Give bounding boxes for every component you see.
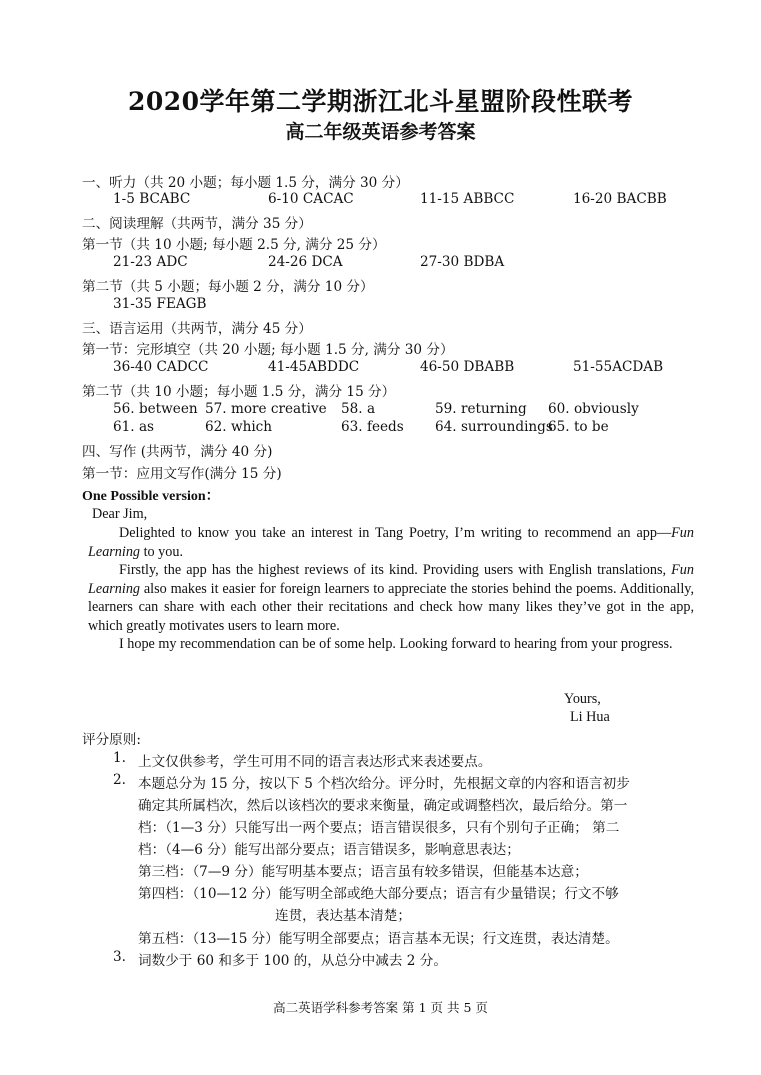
answer-group: 51-55ACDAB bbox=[573, 359, 664, 375]
rule-number: 3. bbox=[113, 949, 126, 965]
answer-group: 46-50 DBABB bbox=[420, 359, 515, 375]
scoring-header: 评分原则: bbox=[82, 732, 141, 748]
scoring-rule-2-line: 第五档：（13—15 分）能写明全部要点；语言基本无误；行文连贯，表达清楚。 bbox=[138, 931, 619, 947]
document-title: 2020学年第二学期浙江北斗星盟阶段性联考 bbox=[127, 87, 634, 116]
answer-group: 11-15 ABBCC bbox=[420, 191, 515, 207]
answer-group: 6-10 CACAC bbox=[268, 191, 354, 207]
page-footer: 高二英语学科参考答案 第 1 页 共 5 页 bbox=[273, 1000, 488, 1015]
app-name: Fun Learning bbox=[88, 525, 694, 560]
cloze-header: 第一节：完形填空（共 20 小题; 每小题 1.5 分, 满分 30 分） bbox=[82, 342, 454, 358]
grammar-answer: 64. surroundings bbox=[435, 419, 553, 435]
scoring-rule-2-line: 本题总分为 15 分，按以下 5 个档次给分。评分时，先根据文章的内容和语言初步 bbox=[138, 776, 630, 792]
grammar-answer: 59. returning bbox=[435, 401, 527, 417]
grammar-answer: 58. a bbox=[341, 401, 376, 417]
language-header: 三、语言运用（共两节，满分 45 分） bbox=[82, 321, 312, 337]
essay-paragraph-1: Delighted to know you take an interest in Tang Poetry, I’m writing to recommend an app—Fun Learning to you. bbox=[88, 525, 694, 560]
answer-group: 1-5 BCABC bbox=[113, 191, 191, 207]
grammar-answer: 56. between bbox=[113, 401, 198, 417]
scoring-rule-2-line: 第四档：（10—12 分）能写明全部或绝大部分要点；语言有少量错误；行文不够 bbox=[138, 886, 619, 902]
scoring-rule-2-line: 连贯，表达基本清楚； bbox=[275, 908, 411, 924]
reading-section2-header: 第二节（共 5 小题；每小题 2 分，满分 10 分） bbox=[82, 279, 374, 295]
listening-header: 一、听力（共 20 小题；每小题 1.5 分，满分 30 分） bbox=[82, 175, 409, 191]
document-subtitle: 高二年级英语参考答案 bbox=[285, 121, 476, 143]
essay-paragraph-3: I hope my recommendation can be of some help. Looking forward to hearing from your progress. bbox=[119, 636, 673, 652]
reading-section1-header: 第一节（共 10 小题; 每小题 2.5 分, 满分 25 分） bbox=[82, 237, 386, 253]
essay-paragraph-2: Firstly, the app has the highest reviews of its kind. Providing users with English translations, Fun Learning also makes it easier for foreign learners to appreciate the stories behind the poems. Additionally, learners can share with each other their recitations and check how many likes they’ve got in the app, which greatly motivates users to learn more. bbox=[88, 562, 694, 634]
grammar-answer: 60. obviously bbox=[548, 401, 639, 417]
grammar-answer: 65. to be bbox=[548, 419, 609, 435]
scoring-rule-2-line: 第三档：（7—9 分）能写明基本要点；语言虽有较多错误，但能基本达意； bbox=[138, 864, 588, 880]
answer-group: 31-35 FEAGB bbox=[113, 296, 207, 312]
grammar-answer: 62. which bbox=[205, 419, 273, 435]
answer-group: 27-30 BDBA bbox=[420, 254, 505, 270]
grammar-answer: 63. feeds bbox=[341, 419, 404, 435]
writing-header: 四、写作 (共两节，满分 40 分) bbox=[82, 444, 273, 460]
essay-closing: Yours, bbox=[564, 691, 601, 707]
writing-section1-header: 第一节：应用文写作(满分 15 分) bbox=[82, 466, 282, 482]
rule-number: 1. bbox=[113, 750, 126, 766]
answer-group: 16-20 BACBB bbox=[573, 191, 667, 207]
essay-signature: Li Hua bbox=[570, 709, 610, 725]
essay-salutation: Dear Jim, bbox=[92, 506, 148, 522]
scoring-rule-2-line: 档：（1—3 分）只能写出一两个要点；语言错误很多，只有个别句子正确； 第二 bbox=[138, 820, 620, 836]
rule-number: 2. bbox=[113, 772, 126, 788]
scoring-rule-1: 上文仅供参考，学生可用不同的语言表达形式来表述要点。 bbox=[138, 754, 492, 770]
answer-group: 41-45ABDDC bbox=[268, 359, 360, 375]
grammar-answer: 61. as bbox=[113, 419, 155, 435]
grammar-answer: 57. more creative bbox=[205, 401, 327, 417]
sample-essay-label: One Possible version： bbox=[82, 489, 220, 504]
answer-group: 24-26 DCA bbox=[268, 254, 343, 270]
answer-group: 36-40 CADCC bbox=[113, 359, 209, 375]
scoring-rule-2-line: 档：（4—6 分）能写出部分要点；语言错误多，影响意思表达； bbox=[138, 842, 520, 858]
scoring-rule-2-line: 确定其所属档次，然后以该档次的要求来衡量，确定或调整档次，最后给分。第一 bbox=[138, 798, 628, 814]
scoring-rule-3: 词数少于 60 和多于 100 的，从总分中减去 2 分。 bbox=[138, 953, 447, 969]
answer-group: 21-23 ADC bbox=[113, 254, 188, 270]
reading-header: 二、阅读理解（共两节，满分 35 分） bbox=[82, 216, 312, 232]
grammar-header: 第二节（共 10 小题；每小题 1.5 分，满分 15 分） bbox=[82, 384, 396, 400]
app-name: Fun Learning bbox=[88, 562, 694, 597]
